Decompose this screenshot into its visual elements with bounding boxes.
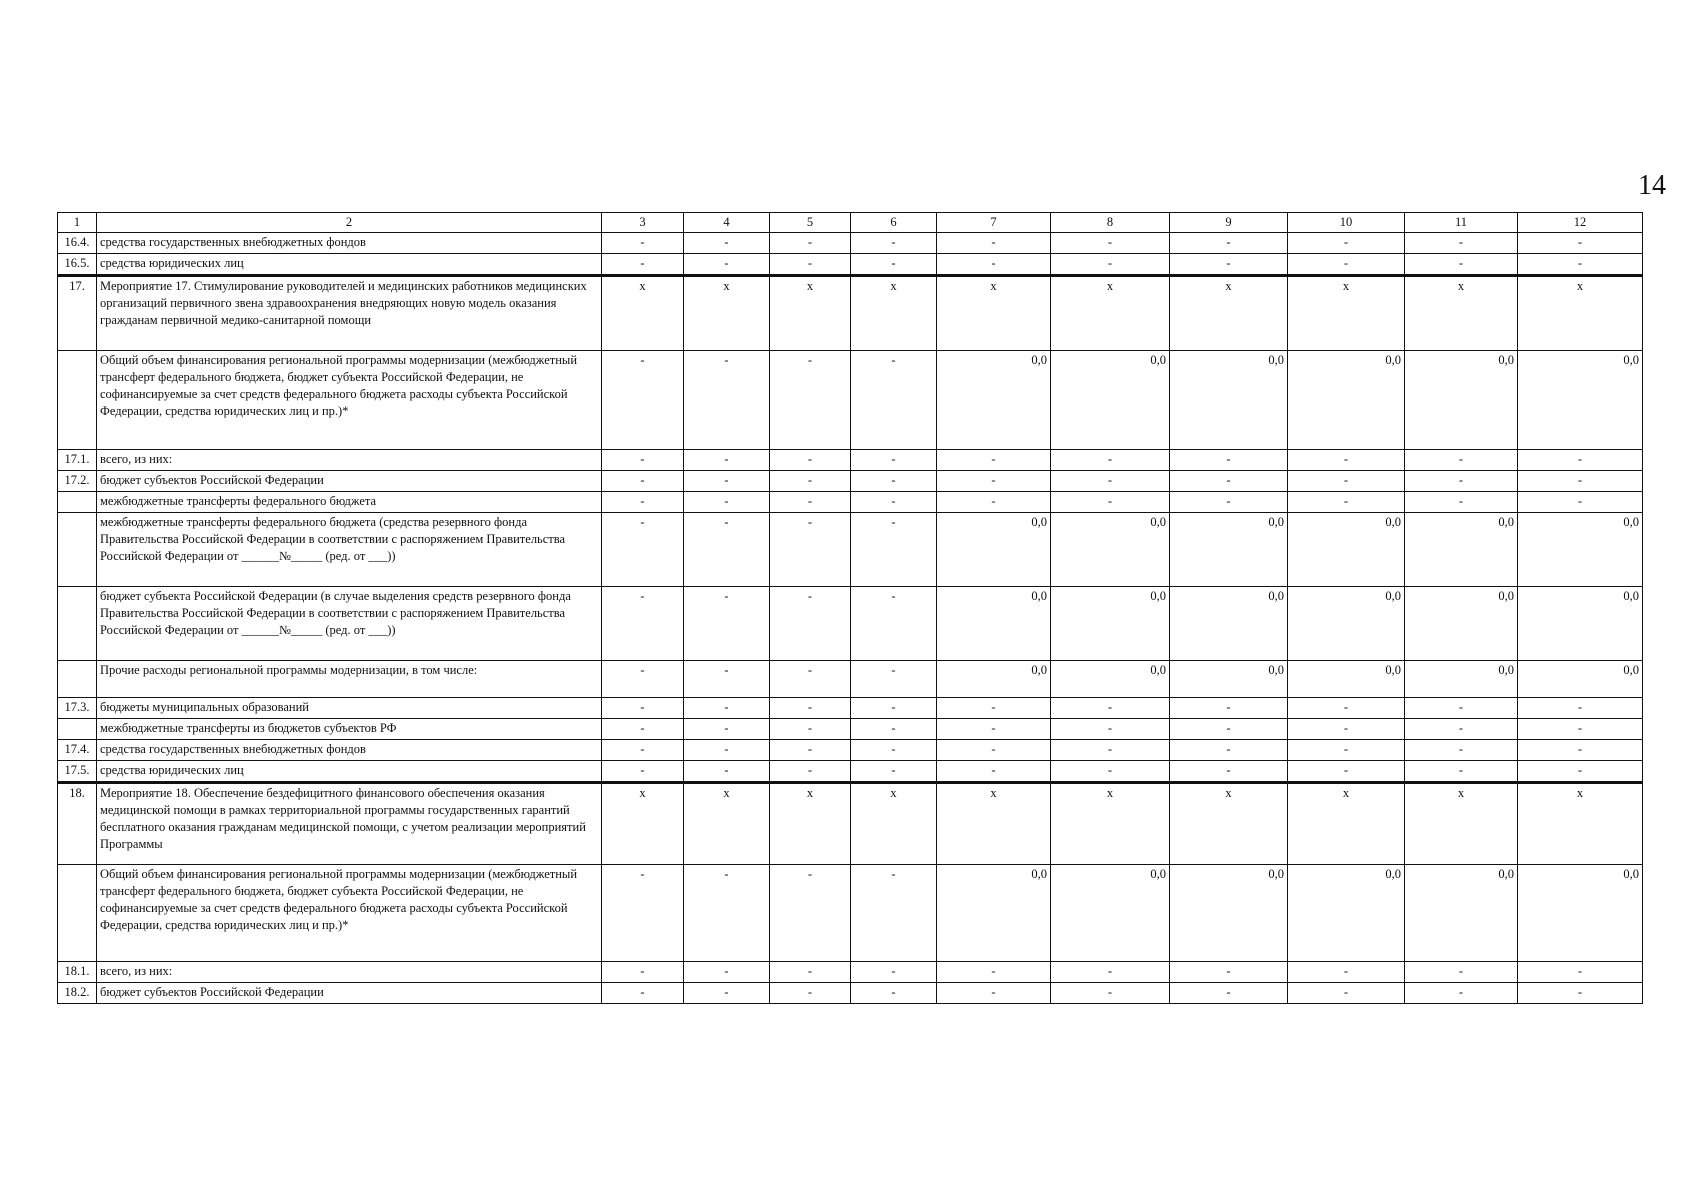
value-cell: - [1518, 983, 1643, 1004]
table-row [58, 233, 1643, 254]
value-cell: - [1288, 740, 1405, 761]
value-cell: - [602, 698, 684, 719]
value-cell: - [770, 661, 851, 698]
value-cell: - [1518, 698, 1643, 719]
row-number: 18. [58, 783, 97, 865]
table-row [58, 661, 1643, 698]
value-cell: - [602, 983, 684, 1004]
value-cell: x [1288, 276, 1405, 351]
value-cell: - [770, 492, 851, 513]
value-cell: - [851, 962, 937, 983]
header-cell: 4 [684, 213, 770, 233]
value-cell: 0,0 [1170, 587, 1288, 661]
table-row [58, 719, 1643, 740]
value-cell: - [937, 492, 1051, 513]
row-number [58, 513, 97, 587]
value-cell: - [684, 719, 770, 740]
funding-table [57, 212, 1643, 1004]
row-label: Мероприятие 17. Стимулирование руководителей и медицинских работников медицинских организаций первичного звена здравоохранения внедряющих новую модель оказания гражданам первичной медико-санитарной помощи [97, 276, 602, 351]
value-cell: - [1288, 492, 1405, 513]
value-cell: - [1051, 254, 1170, 276]
value-cell: - [1405, 983, 1518, 1004]
value-cell: - [937, 719, 1051, 740]
value-cell: - [1051, 761, 1170, 783]
value-cell: - [1518, 962, 1643, 983]
value-cell: - [602, 740, 684, 761]
value-cell: x [1170, 783, 1288, 865]
value-cell: - [1170, 962, 1288, 983]
value-cell: - [1405, 962, 1518, 983]
value-cell: - [770, 761, 851, 783]
value-cell: - [1518, 254, 1643, 276]
value-cell: x [937, 276, 1051, 351]
value-cell: 0,0 [937, 587, 1051, 661]
value-cell: - [770, 233, 851, 254]
page-number: 14 [1638, 170, 1666, 201]
value-cell: - [1170, 450, 1288, 471]
value-cell: - [851, 865, 937, 962]
row-number: 18.2. [58, 983, 97, 1004]
value-cell: 0,0 [1518, 587, 1643, 661]
value-cell: - [602, 254, 684, 276]
value-cell: - [937, 761, 1051, 783]
value-cell: - [770, 983, 851, 1004]
table-row [58, 254, 1643, 276]
table-row [58, 698, 1643, 719]
value-cell: - [1051, 492, 1170, 513]
value-cell: 0,0 [1170, 351, 1288, 450]
value-cell: - [1170, 761, 1288, 783]
row-label: средства государственных внебюджетных фондов [97, 233, 602, 254]
value-cell: - [1170, 983, 1288, 1004]
value-cell: - [937, 450, 1051, 471]
value-cell: - [602, 761, 684, 783]
row-label: бюджет субъекта Российской Федерации (в случае выделения средств резервного фонда Правительства Российской Федерации в соответствии с распоряжением Правительства Российской Федерации от ______№_____ (ред. от ___)) [97, 587, 602, 661]
value-cell: - [684, 233, 770, 254]
value-cell: - [937, 698, 1051, 719]
row-label: межбюджетные трансферты федерального бюджета [97, 492, 602, 513]
row-label: средства юридических лиц [97, 254, 602, 276]
value-cell: - [851, 740, 937, 761]
value-cell: - [1405, 450, 1518, 471]
value-cell: x [1405, 276, 1518, 351]
value-cell: - [1170, 492, 1288, 513]
value-cell: x [684, 783, 770, 865]
value-cell: - [1405, 719, 1518, 740]
table-row [58, 450, 1643, 471]
value-cell: - [851, 254, 937, 276]
value-cell: x [1051, 783, 1170, 865]
value-cell: - [937, 962, 1051, 983]
value-cell: x [1518, 276, 1643, 351]
value-cell: - [684, 698, 770, 719]
row-number: 17.5. [58, 761, 97, 783]
value-cell: - [1518, 233, 1643, 254]
table-row [58, 983, 1643, 1004]
header-cell: 9 [1170, 213, 1288, 233]
header-cell: 12 [1518, 213, 1643, 233]
header-cell: 3 [602, 213, 684, 233]
value-cell: - [1288, 761, 1405, 783]
row-label: бюджет субъектов Российской Федерации [97, 471, 602, 492]
value-cell: 0,0 [1288, 865, 1405, 962]
header-cell: 2 [97, 213, 602, 233]
value-cell: - [684, 661, 770, 698]
value-cell: x [770, 276, 851, 351]
value-cell: - [851, 587, 937, 661]
row-number: 17.4. [58, 740, 97, 761]
value-cell: 0,0 [937, 661, 1051, 698]
value-cell: - [770, 471, 851, 492]
value-cell: - [1405, 740, 1518, 761]
value-cell: - [1170, 233, 1288, 254]
value-cell: - [1405, 233, 1518, 254]
header-cell: 7 [937, 213, 1051, 233]
value-cell: 0,0 [937, 351, 1051, 450]
value-cell: - [1170, 471, 1288, 492]
value-cell: - [602, 962, 684, 983]
value-cell: - [602, 492, 684, 513]
value-cell: - [1405, 761, 1518, 783]
value-cell: x [1170, 276, 1288, 351]
row-label: средства государственных внебюджетных фондов [97, 740, 602, 761]
value-cell: - [937, 254, 1051, 276]
value-cell: - [684, 351, 770, 450]
table-row [58, 351, 1643, 450]
table-row [58, 962, 1643, 983]
table-row [58, 783, 1643, 865]
header-cell: 5 [770, 213, 851, 233]
value-cell: 0,0 [1051, 513, 1170, 587]
row-label: бюджет субъектов Российской Федерации [97, 983, 602, 1004]
row-number: 16.4. [58, 233, 97, 254]
value-cell: - [851, 351, 937, 450]
header-cell: 1 [58, 213, 97, 233]
row-label: всего, из них: [97, 450, 602, 471]
value-cell: 0,0 [1518, 351, 1643, 450]
value-cell: - [851, 233, 937, 254]
row-label: Прочие расходы региональной программы модернизации, в том числе: [97, 661, 602, 698]
value-cell: x [851, 783, 937, 865]
value-cell: 0,0 [1051, 351, 1170, 450]
value-cell: - [1405, 492, 1518, 513]
value-cell: 0,0 [1518, 865, 1643, 962]
value-cell: - [602, 513, 684, 587]
header-cell: 10 [1288, 213, 1405, 233]
value-cell: 0,0 [1170, 661, 1288, 698]
value-cell: - [1170, 719, 1288, 740]
value-cell: - [684, 587, 770, 661]
value-cell: 0,0 [1051, 587, 1170, 661]
row-label: Общий объем финансирования региональной программы модернизации (межбюджетный трансферт федерального бюджета, бюджет субъекта Российской Федерации, не софинансируемые за счет средств федерального бюджета расходы субъекта Российской Федерации, средства юридических лиц и пр.)* [97, 865, 602, 962]
value-cell: 0,0 [937, 513, 1051, 587]
value-cell: - [602, 351, 684, 450]
value-cell: - [1518, 740, 1643, 761]
value-cell: - [937, 233, 1051, 254]
row-number: 17.1. [58, 450, 97, 471]
row-number [58, 587, 97, 661]
value-cell: 0,0 [1288, 661, 1405, 698]
value-cell: - [602, 661, 684, 698]
value-cell: 0,0 [1288, 587, 1405, 661]
value-cell: - [1051, 740, 1170, 761]
value-cell: x [602, 276, 684, 351]
value-cell: - [684, 962, 770, 983]
row-number [58, 492, 97, 513]
row-label: бюджеты муниципальных образований [97, 698, 602, 719]
value-cell: - [1518, 450, 1643, 471]
value-cell: - [770, 513, 851, 587]
table-row [58, 587, 1643, 661]
row-number [58, 661, 97, 698]
header-cell: 6 [851, 213, 937, 233]
row-number [58, 351, 97, 450]
value-cell: - [851, 513, 937, 587]
value-cell: - [1288, 471, 1405, 492]
value-cell: - [937, 740, 1051, 761]
value-cell: - [684, 761, 770, 783]
value-cell: - [1405, 471, 1518, 492]
table-row [58, 513, 1643, 587]
value-cell: - [770, 865, 851, 962]
value-cell: 0,0 [1405, 661, 1518, 698]
value-cell: - [937, 471, 1051, 492]
value-cell: - [851, 471, 937, 492]
value-cell: - [684, 450, 770, 471]
value-cell: - [770, 962, 851, 983]
value-cell: - [1288, 719, 1405, 740]
value-cell: - [851, 719, 937, 740]
row-number [58, 719, 97, 740]
value-cell: 0,0 [1405, 865, 1518, 962]
value-cell: - [1288, 233, 1405, 254]
value-cell: 0,0 [1405, 351, 1518, 450]
value-cell: - [851, 761, 937, 783]
row-number [58, 865, 97, 962]
value-cell: - [684, 983, 770, 1004]
value-cell: 0,0 [1405, 587, 1518, 661]
header-cell: 8 [1051, 213, 1170, 233]
table-row [58, 865, 1643, 962]
value-cell: x [684, 276, 770, 351]
value-cell: - [684, 471, 770, 492]
value-cell: - [684, 513, 770, 587]
value-cell: - [1170, 740, 1288, 761]
value-cell: 0,0 [1518, 661, 1643, 698]
value-cell: - [1170, 698, 1288, 719]
value-cell: - [770, 450, 851, 471]
row-label: всего, из них: [97, 962, 602, 983]
value-cell: - [1051, 698, 1170, 719]
value-cell: - [937, 983, 1051, 1004]
row-number: 16.5. [58, 254, 97, 276]
value-cell: - [770, 698, 851, 719]
value-cell: - [602, 471, 684, 492]
value-cell: - [602, 233, 684, 254]
value-cell: 0,0 [1518, 513, 1643, 587]
value-cell: - [770, 719, 851, 740]
value-cell: 0,0 [937, 865, 1051, 962]
value-cell: x [937, 783, 1051, 865]
value-cell: 0,0 [1288, 513, 1405, 587]
value-cell: - [1051, 233, 1170, 254]
value-cell: - [684, 254, 770, 276]
row-label: средства юридических лиц [97, 761, 602, 783]
value-cell: - [1288, 698, 1405, 719]
value-cell: - [1405, 698, 1518, 719]
row-label: Мероприятие 18. Обеспечение бездефицитного финансового обеспечения оказания медицинской помощи в рамках территориальной программы государственных гарантий бесплатного оказания гражданам медицинской помощи, с учетом реализации мероприятий Программы [97, 783, 602, 865]
value-cell: - [851, 983, 937, 1004]
value-cell: 0,0 [1170, 513, 1288, 587]
row-label: Общий объем финансирования региональной программы модернизации (межбюджетный трансферт федерального бюджета, бюджет субъекта Российской Федерации, не софинансируемые за счет средств федерального бюджета расходы субъекта Российской Федерации, средства юридических лиц и пр.)* [97, 351, 602, 450]
value-cell: - [602, 587, 684, 661]
table-row [58, 740, 1643, 761]
value-cell: 0,0 [1051, 661, 1170, 698]
value-cell: - [1051, 719, 1170, 740]
value-cell: - [1288, 254, 1405, 276]
value-cell: - [602, 865, 684, 962]
value-cell: - [1518, 492, 1643, 513]
value-cell: - [1051, 983, 1170, 1004]
value-cell: 0,0 [1170, 865, 1288, 962]
row-number: 18.1. [58, 962, 97, 983]
value-cell: - [684, 865, 770, 962]
value-cell: - [1170, 254, 1288, 276]
table-row [58, 492, 1643, 513]
value-cell: - [602, 450, 684, 471]
table-row [58, 471, 1643, 492]
value-cell: x [1051, 276, 1170, 351]
value-cell: - [1288, 450, 1405, 471]
value-cell: - [602, 719, 684, 740]
value-cell: - [770, 740, 851, 761]
row-number: 17. [58, 276, 97, 351]
value-cell: - [684, 740, 770, 761]
value-cell: - [1518, 471, 1643, 492]
value-cell: - [1518, 719, 1643, 740]
table-row [58, 276, 1643, 351]
value-cell: - [1288, 962, 1405, 983]
value-cell: - [851, 698, 937, 719]
header-row [58, 213, 1643, 233]
value-cell: - [684, 492, 770, 513]
value-cell: 0,0 [1288, 351, 1405, 450]
value-cell: 0,0 [1405, 513, 1518, 587]
value-cell: - [1051, 471, 1170, 492]
value-cell: x [770, 783, 851, 865]
value-cell: - [1518, 761, 1643, 783]
value-cell: - [851, 450, 937, 471]
value-cell: - [770, 254, 851, 276]
value-cell: - [1051, 450, 1170, 471]
value-cell: - [1405, 254, 1518, 276]
value-cell: - [1288, 983, 1405, 1004]
value-cell: - [851, 492, 937, 513]
value-cell: - [1051, 962, 1170, 983]
value-cell: x [1288, 783, 1405, 865]
value-cell: x [602, 783, 684, 865]
value-cell: - [851, 661, 937, 698]
row-number: 17.3. [58, 698, 97, 719]
table-row [58, 761, 1643, 783]
value-cell: - [770, 351, 851, 450]
value-cell: x [1518, 783, 1643, 865]
value-cell: x [851, 276, 937, 351]
value-cell: x [1405, 783, 1518, 865]
row-number: 17.2. [58, 471, 97, 492]
value-cell: - [770, 587, 851, 661]
row-label: межбюджетные трансферты из бюджетов субъектов РФ [97, 719, 602, 740]
header-cell: 11 [1405, 213, 1518, 233]
value-cell: 0,0 [1051, 865, 1170, 962]
row-label: межбюджетные трансферты федерального бюджета (средства резервного фонда Правительства Российской Федерации в соответствии с распоряжением Правительства Российской Федерации от ______№_____ (ред. от ___)) [97, 513, 602, 587]
